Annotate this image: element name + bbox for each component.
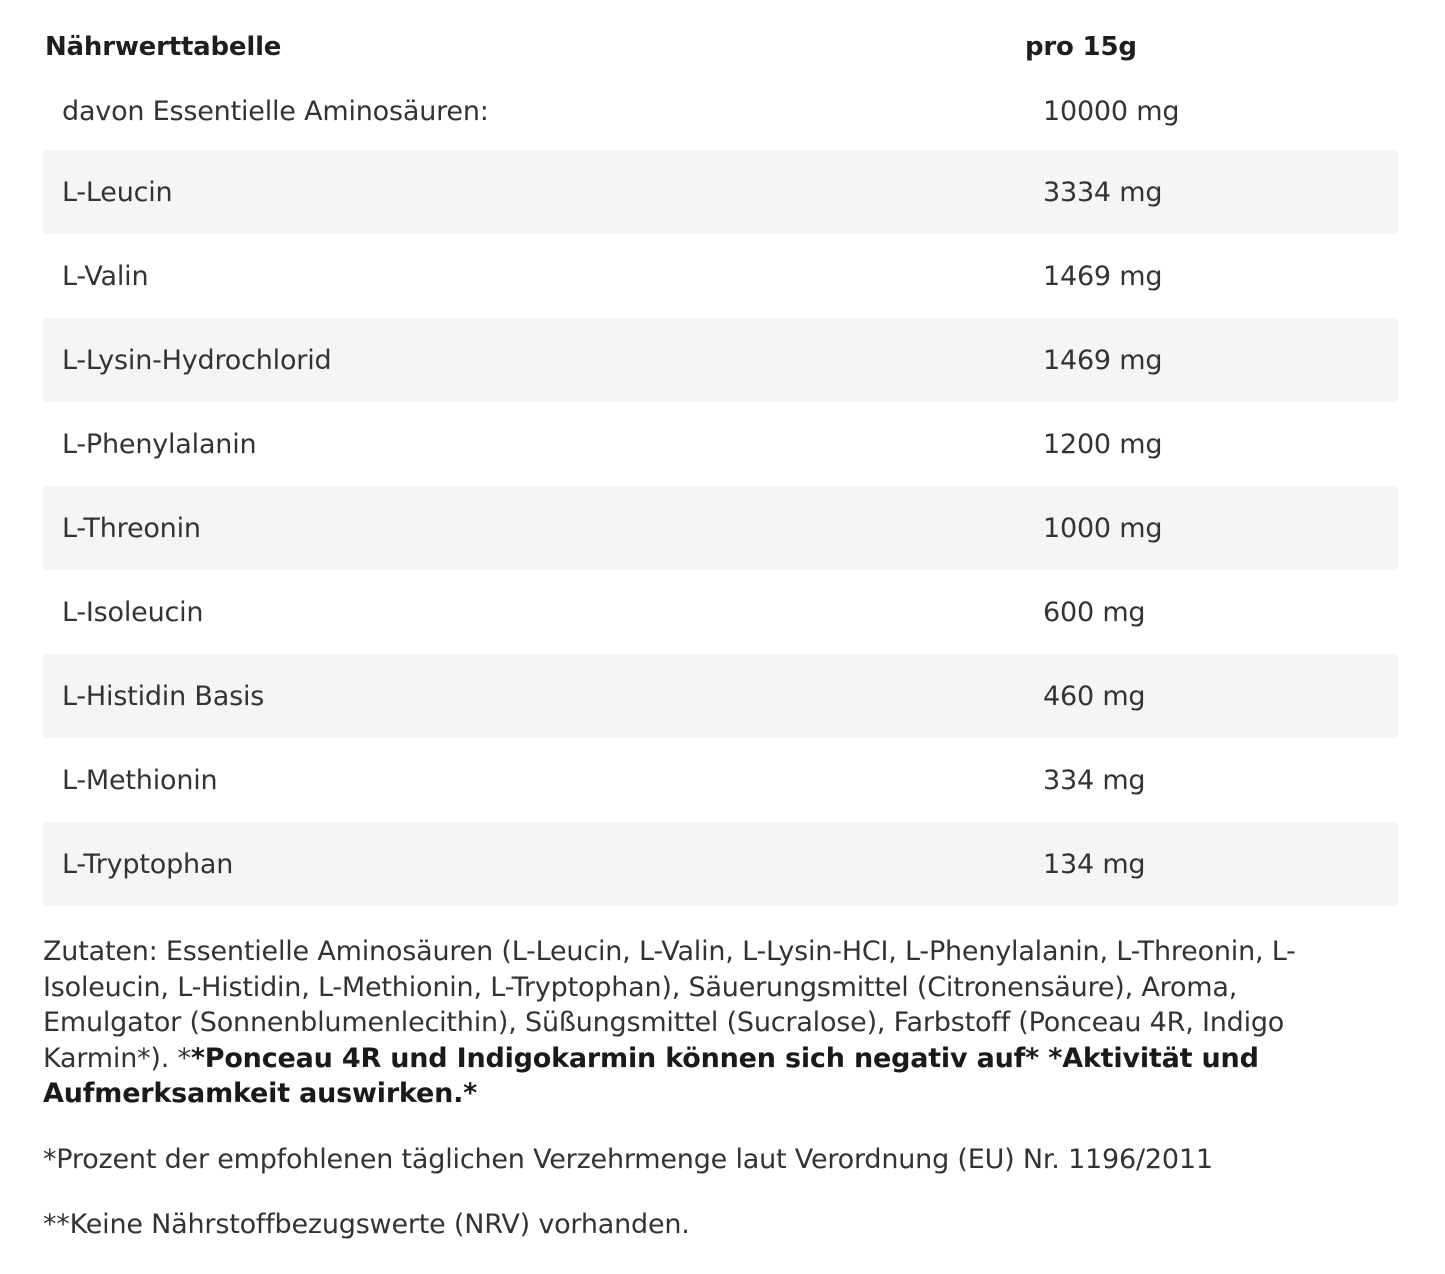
table-row <box>43 486 1398 570</box>
nutrient-name: L-Phenylalanin <box>62 428 257 460</box>
nutrient-value: 1000 mg <box>1023 486 1398 570</box>
table-title: Nährwerttabelle <box>45 32 282 62</box>
nutrient-name: L-Tryptophan <box>43 822 1023 906</box>
ingredients-paragraph <box>43 934 1373 1112</box>
nutrient-value: 3334 mg <box>1023 150 1398 234</box>
nutrient-value: 1469 mg <box>1043 260 1163 292</box>
serving-size-header: pro 15g <box>1025 32 1137 62</box>
nutrient-value: 10000 mg <box>1043 95 1180 127</box>
nutrient-name: L-Isoleucin <box>62 596 204 628</box>
nutrient-name: L-Histidin Basis <box>43 654 1023 738</box>
nutrition-table <box>43 22 1398 906</box>
ingredients-text: Zutaten: Essentielle Aminosäuren (L-Leucin, L-Valin, L-Lysin-HCI, L-Phenylalanin, L-Threonin, L-Isoleucin, L-Histidin, L-Methionin, L-Tryptophan), Säuerungsmittel (Citronensäure), Aroma, Emulgator (Sonnenblumenlecithin), Süßungsmittel (Sucralose), Farbstoff (Ponceau 4R, Indigo Karmin*). * <box>43 936 1296 1074</box>
nutrient-value: 1469 mg <box>1023 318 1398 402</box>
nutrient-value: 600 mg <box>1043 596 1146 628</box>
table-row <box>43 150 1398 234</box>
nutrient-name: L-Leucin <box>43 150 1023 234</box>
table-header-row <box>43 22 1398 72</box>
footnote-nrv-percent: *Prozent der empfohlenen täglichen Verzehrmenge laut Verordnung (EU) Nr. 1196/2011 <box>43 1143 1213 1175</box>
table-row <box>43 570 1398 654</box>
table-row <box>43 234 1398 318</box>
product-notes <box>43 934 1373 1243</box>
footnote-no-nrv: **Keine Nährstoffbezugswerte (NRV) vorhanden. <box>43 1209 690 1240</box>
nutrient-value: 460 mg <box>1023 654 1398 738</box>
table-row <box>43 654 1398 738</box>
nutrient-name: L-Valin <box>62 260 149 292</box>
table-row <box>43 738 1398 822</box>
nutrient-name: davon Essentielle Aminosäuren: <box>62 95 489 127</box>
table-row <box>43 822 1398 906</box>
nutrient-value: 1200 mg <box>1043 428 1163 460</box>
table-row <box>43 318 1398 402</box>
nutrient-name: L-Threonin <box>43 486 1023 570</box>
nutrient-name: L-Lysin-Hydrochlorid <box>43 318 1023 402</box>
nutrient-name: L-Methionin <box>62 764 218 796</box>
nutrient-value: 134 mg <box>1023 822 1398 906</box>
colorant-warning: *Ponceau 4R und Indigokarmin können sich negativ auf* *Aktivität und Aufmerksamkeit auswirken.* <box>43 1042 1259 1109</box>
table-row <box>43 402 1398 486</box>
table-row <box>43 72 1398 150</box>
nutrient-value: 334 mg <box>1043 764 1146 796</box>
